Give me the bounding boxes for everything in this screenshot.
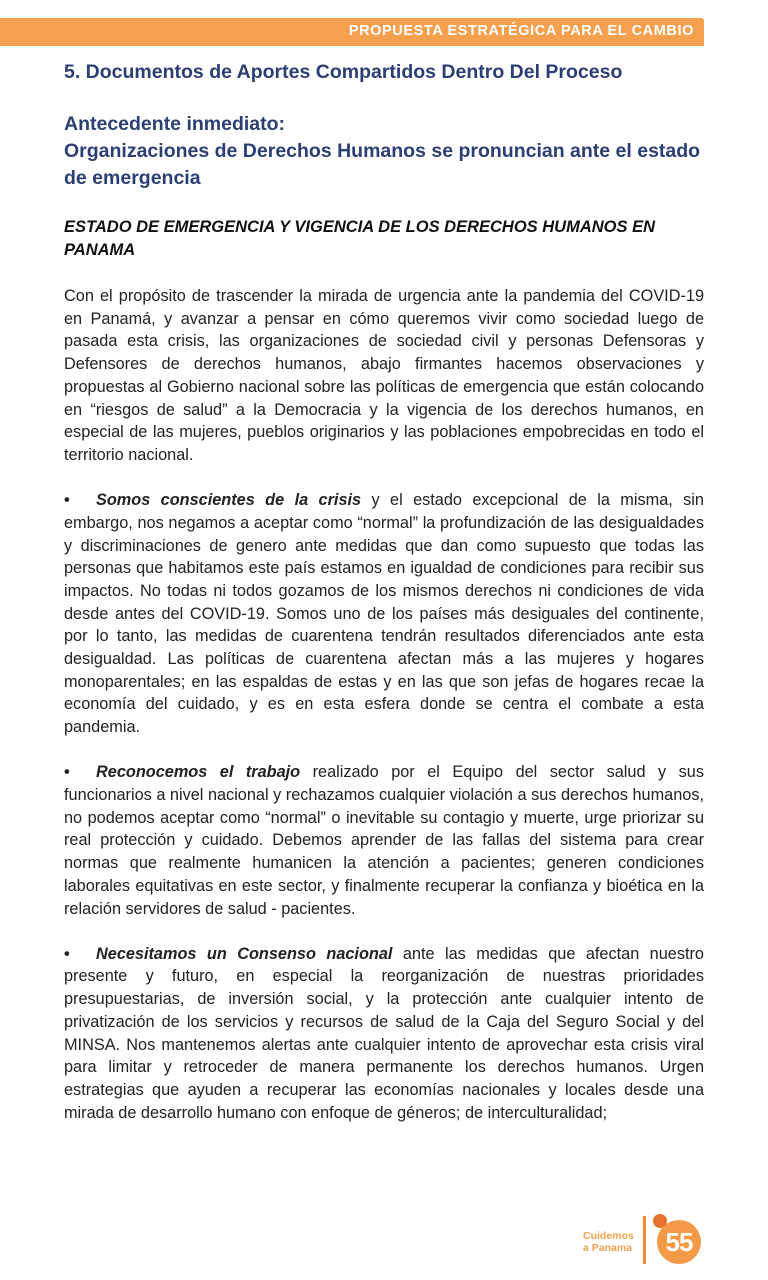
- intro-paragraph: Con el propósito de trascender la mirada de urgencia ante la pandemia del COVID-19 en Panamá, y avanzar a pensar en cómo queremos vivir como sociedad luego de pasada esta crisis, las organizaciones de sociedad civil y personas Defensoras y Defensores de derechos humanos, abajo firmantes hacemos observaciones y propuestas al Gobierno nacional sobre las políticas de emergencia que están colocando en “riesgos de salud” a la Democracia y la vigencia de los derechos humanos, en especial de las mujeres, pueblos originarios y las poblaciones empobrecidas en todo el territorio nacional.: [64, 287, 704, 464]
- bullet-marker: •: [64, 763, 70, 782]
- antecedent-title: Organizaciones de Derechos Humanos se pronuncian ante el estado de emergencia: [64, 140, 701, 189]
- footer-logo: [583, 1214, 707, 1266]
- logo-line-1: Cuidemos: [583, 1230, 634, 1242]
- bullet-marker: •: [64, 491, 70, 510]
- bullet-paragraph: [64, 489, 704, 739]
- antecedent-label: Antecedente inmediato:: [64, 113, 286, 135]
- bullet-text: ante las medidas que afectan nuestro presente y futuro, en especial la reorganización de nuestras prioridades presupuestarias, de inversión social, y la protección ante cualquier intento de privatización de los servicios y recursos de salud de la Caja del Seguro Social y del MINSA. Nos mantenemos alertas ante cualquier intento de aprovechar esta crisis viral para limitar y retroceder de manera permanente los derechos humanos. Urgen estrategias que ayuden a recuperar las economías nacionales y locales desde una mirada de desarrollo humano con enfoque de géneros; de interculturalidad;: [64, 944, 704, 1122]
- logo-divider: [643, 1216, 646, 1264]
- antecedent-block: [64, 111, 704, 192]
- bullet-text: realizado por el Equipo del sector salud y sus funcionarios a nivel nacional y rechazamos cualquier violación a sus derechos humanos, no podemos aceptar como “normal” o inevitable su contagio y muerte, urge priorizar su real protección y cuidado. Debemos aprender de las fallas del sistema para crear normas que realmente humanicen la atención a pacientes; generen condiciones laborales equitativas en este sector, y finalmente recuperar la confianza y bioética en la relación servidores de salud - pacientes.: [64, 763, 704, 918]
- logo-line-2: a Panama: [583, 1242, 633, 1254]
- document-heading: ESTADO DE EMERGENCIA Y VIGENCIA DE LOS DERECHOS HUMANOS EN PANAMA: [64, 218, 656, 259]
- bullet-lead: Necesitamos un Consenso nacional: [96, 944, 393, 963]
- bullet-paragraph: [64, 761, 704, 920]
- header-title: PROPUESTA ESTRATÉGICA PARA EL CAMBIO: [348, 23, 694, 39]
- section-title: 5. Documentos de Aportes Compartidos Dentro Del Proceso: [64, 61, 623, 83]
- bullet-lead: Somos conscientes de la crisis: [96, 491, 362, 510]
- bullet-marker: •: [64, 944, 70, 963]
- page-number: 55: [657, 1220, 701, 1264]
- bullet-lead: Reconocemos el trabajo: [96, 763, 301, 782]
- page-content: [64, 58, 704, 1124]
- header-bar: [0, 18, 704, 46]
- logo-text: [583, 1230, 634, 1254]
- bullet-text: y el estado excepcional de la misma, sin embargo, nos negamos a aceptar como “normal” la profundización de las desigualdades y discriminaciones de genero ante medidas que dan como supuesto que todas las personas que habitamos este país estamos en igualdad de condiciones para recibir sus impactos. No todas ni todos gozamos de los mismos derechos ni condiciones de vida desde antes del COVID-19. Somos uno de los países más desiguales del continente, por lo tanto, las medidas de cuarentena tendrán resultados diferenciados ante esta desigualdad. Las políticas de cuarentena afectan más a las mujeres y hogares monoparentales; en las espaldas de estas y en las que son jefas de hogares recae la economía del cuidado, y es en esta esfera donde se centra el combate a esta pandemia.: [64, 491, 704, 737]
- bullet-paragraph: [64, 943, 704, 1125]
